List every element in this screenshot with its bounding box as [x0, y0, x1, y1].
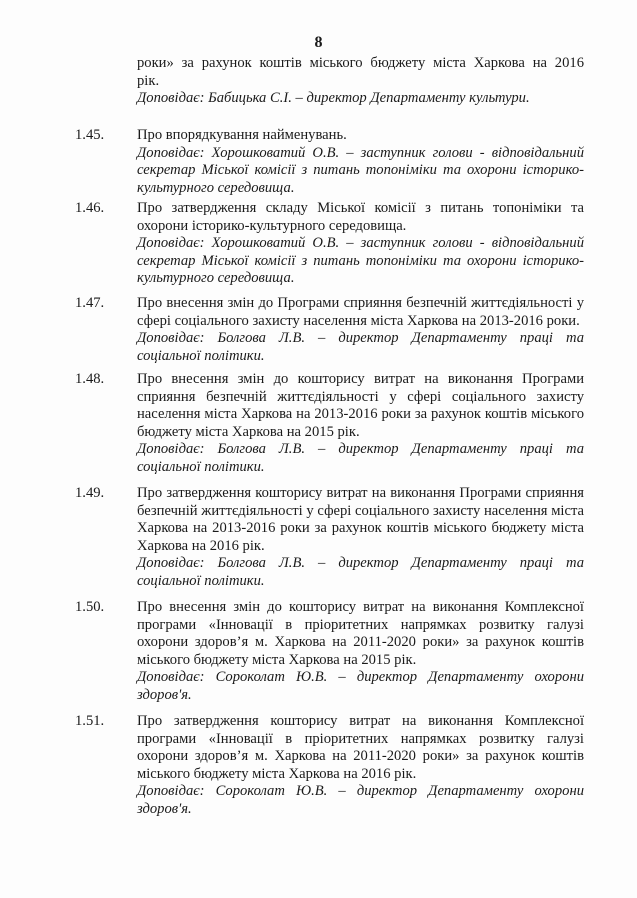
item-title-line: міського бюджету міста Харкова на 2016 рік.	[137, 765, 417, 782]
item-title-line: безпечній життєдіяльності у сфері соціального захисту населення міста	[137, 502, 584, 519]
intro-continuation	[137, 55, 584, 108]
item-number: 1.48.	[75, 371, 105, 387]
speaker-line: Доповідає: Бабицька С.І. – директор Департаменту культури.	[137, 90, 530, 106]
item-title-line: сприяння безпечній життєдіяльності у сфері соціального захисту	[137, 388, 584, 405]
item-title-line: охорони здоров’я м. Харкова на 2011-2020 роки» за рахунок коштів	[137, 748, 584, 764]
speaker-line: Доповідає: Хорошковатий О.В. – заступник голови - відповідальний	[137, 235, 584, 251]
speaker-line: культурного середовища.	[137, 179, 295, 196]
speaker-line: секретар Міської комісії з питань топоніміки та охорони історико-	[137, 252, 584, 269]
item-title-line: сфері соціального захисту населення міста Харкова на 2013-2016 роки.	[137, 312, 580, 329]
speaker-line: здоров'я.	[137, 800, 192, 817]
item-title-line: охорони історико-культурного середовища.	[137, 217, 407, 234]
speaker-line: соціальної політики.	[137, 458, 265, 475]
speaker-line: соціальної політики.	[137, 572, 265, 589]
item-title-line: Про внесення змін до кошторису витрат на виконання Комплексної	[137, 599, 584, 615]
speaker-line: здоров'я.	[137, 686, 192, 703]
item-number: 1.49.	[75, 485, 105, 501]
item-title-line: Харкова на 2016 рік.	[137, 537, 265, 554]
item-title-line: Про затвердження кошторису витрат на виконання Комплексної	[137, 713, 584, 729]
item-number: 1.47.	[75, 295, 105, 311]
speaker-line: Доповідає: Сороколат Ю.В. – директор Департаменту охорони	[137, 669, 584, 685]
item-title-line: програми «Інновації в пріоритетних напрямках розвитку галузі	[137, 616, 584, 633]
item-number: 1.51.	[75, 713, 105, 729]
item-title-line: Про затвердження кошторису витрат на виконання Програми сприяння	[137, 485, 584, 501]
item-title-line: охорони здоров’я м. Харкова на 2011-2020 роки» за рахунок коштів	[137, 634, 584, 650]
speaker-line: Доповідає: Хорошковатий О.В. – заступник голови - відповідальний	[137, 144, 584, 161]
item-number: 1.45.	[75, 127, 105, 143]
item-title-line: бюджету міста Харкова на 2015 рік.	[137, 423, 360, 440]
item-number: 1.50.	[75, 599, 105, 615]
item-title-line: міського бюджету міста Харкова на 2015 рік.	[137, 651, 417, 668]
speaker-line: Доповідає: Болгова Л.В. – директор Департаменту праці та	[137, 330, 584, 346]
item-body	[137, 713, 584, 818]
item-title-line: Про внесення змін до Програми сприяння безпечній життєдіяльності у	[137, 295, 584, 311]
item-number: 1.46.	[75, 200, 105, 216]
intro-line: рік.	[137, 72, 160, 89]
item-title-line: Про затвердження складу Міської комісії з питань топоніміки та	[137, 200, 584, 216]
speaker-line: соціальної політики.	[137, 347, 265, 364]
item-title-line: Про внесення змін до кошторису витрат на виконання Програми	[137, 371, 584, 387]
item-body	[137, 599, 584, 704]
page-number: 8	[314, 34, 323, 51]
item-body	[137, 200, 584, 288]
item-title-line: програми «Інновації в пріоритетних напрямках розвитку галузі	[137, 730, 584, 747]
speaker-line: секретар Міської комісії з питань топоніміки та охорони історико-	[137, 162, 584, 178]
item-body	[137, 371, 584, 476]
item-title-line: Харкова на 2013-2016 роки за рахунок коштів міського бюджету міста	[137, 520, 584, 536]
speaker-line: Доповідає: Сороколат Ю.В. – директор Департаменту охорони	[137, 783, 584, 799]
item-body	[137, 295, 584, 365]
speaker-line: Доповідає: Болгова Л.В. – директор Департаменту праці та	[137, 555, 584, 571]
item-title-line: населення міста Харкова на 2013-2016 роки за рахунок коштів міського	[137, 406, 584, 422]
speaker-line: культурного середовища.	[137, 270, 295, 286]
item-title-line: Про впорядкування найменувань.	[137, 127, 347, 143]
item-body	[137, 127, 584, 197]
speaker-line: Доповідає: Болгова Л.В. – директор Департаменту праці та	[137, 441, 584, 457]
intro-line: роки» за рахунок коштів міського бюджету міста Харкова на 2016	[137, 55, 584, 71]
item-body	[137, 485, 584, 590]
